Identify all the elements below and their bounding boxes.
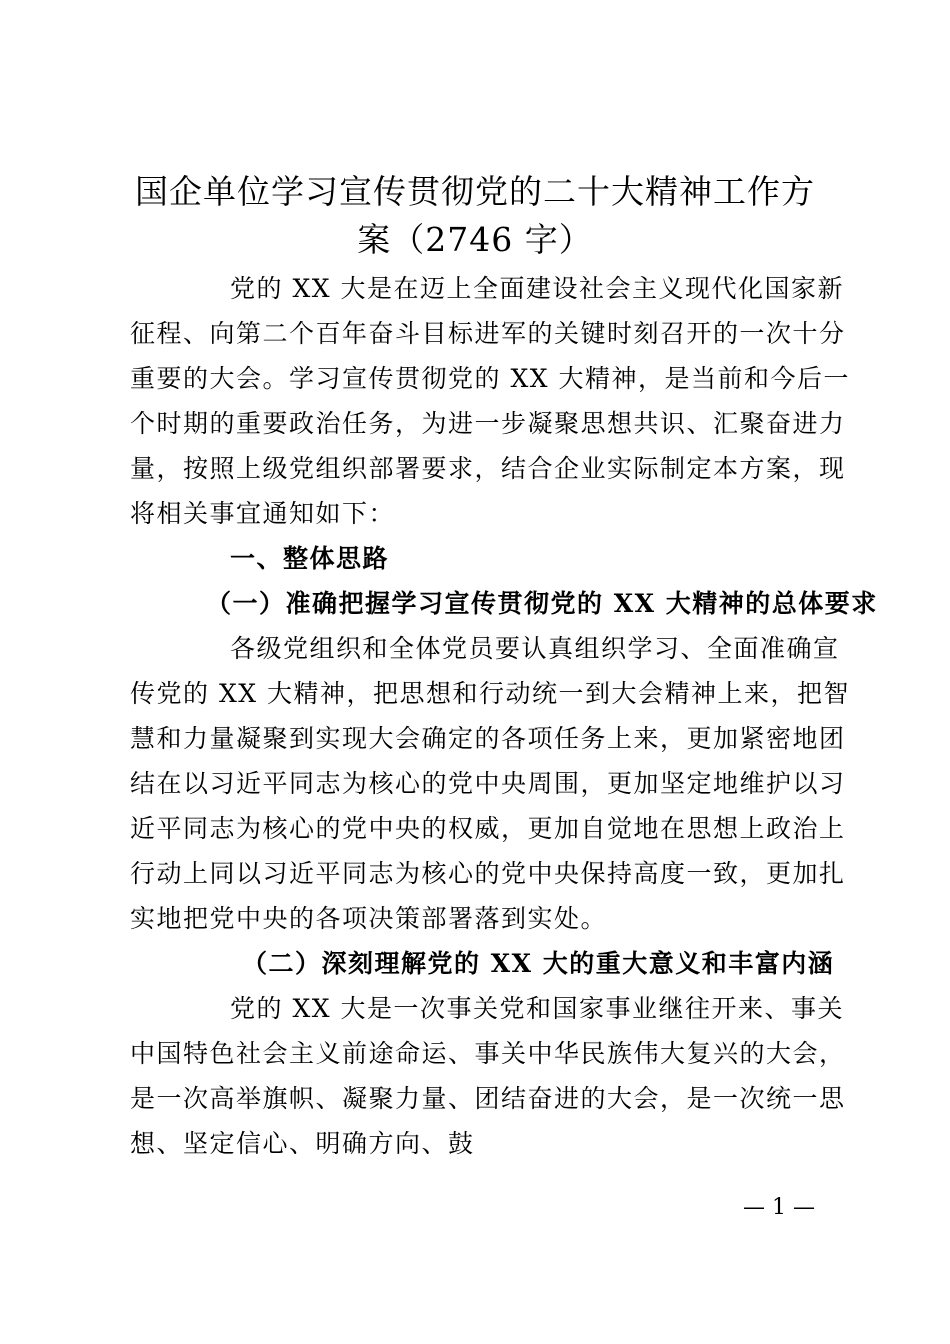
sub2-line-1: 党的 XX 大是一次事关党和国家事业继往开来、事关 (230, 994, 844, 1023)
title-line-1: 国企单位学习宣传贯彻党的二十大精神工作方 (135, 172, 815, 211)
sub2-line-4: 想、坚定信心、明确方向、鼓 (130, 1129, 475, 1158)
sub2-line-3: 是一次高举旗帜、凝聚力量、团结奋进的大会，是一次统一思 (130, 1084, 846, 1113)
intro-line-3: 重要的大会。学习宣传贯彻党的 XX 大精神，是当前和今后一 (130, 364, 850, 393)
sub1-line-5: 近平同志为核心的党中央的权威，更加自觉地在思想上政治上 (130, 814, 846, 843)
intro-line-5: 量，按照上级党组织部署要求，结合企业实际制定本方案，现 (130, 454, 846, 483)
intro-line-4: 个时期的重要政治任务，为进一步凝聚思想共识、汇聚奋进力 (130, 409, 846, 438)
sub1-line-7: 实地把党中央的各项决策部署落到实处。 (130, 904, 608, 933)
sub1-line-3: 慧和力量凝聚到实现大会确定的各项任务上来，更加紧密地团 (130, 724, 846, 753)
page-number: — 1 — (743, 1195, 815, 1220)
intro-line-2: 征程、向第二个百年奋斗目标进军的关键时刻召开的一次十分 (130, 319, 846, 348)
section-heading-1: 一、整体思路 (230, 544, 390, 573)
intro-line-6: 将相关事宜通知如下： (130, 499, 396, 528)
sub1-line-4: 结在以习近平同志为核心的党中央周围，更加坚定地维护以习 (130, 769, 846, 798)
document-title (110, 168, 840, 264)
sub1-line-6: 行动上同以习近平同志为核心的党中央保持高度一致，更加扎 (130, 859, 846, 888)
subsection-heading-2: （二）深刻理解党的 XX 大的重大意义和丰富内涵 (242, 949, 835, 978)
sub1-line-1: 各级党组织和全体党员要认真组织学习、全面准确宣 (230, 634, 840, 663)
document-body (130, 266, 878, 1166)
intro-line-1: 党的 XX 大是在迈上全面建设社会主义现代化国家新 (230, 274, 844, 303)
subsection-heading-1: （一）准确把握学习宣传贯彻党的 XX 大精神的总体要求 (206, 589, 878, 618)
sub1-line-2: 传党的 XX 大精神，把思想和行动统一到大会精神上来，把智 (130, 679, 850, 708)
sub2-line-2: 中国特色社会主义前途命运、事关中华民族伟大复兴的大会， (130, 1039, 846, 1068)
title-line-2: 案（2746 字） (357, 220, 593, 259)
